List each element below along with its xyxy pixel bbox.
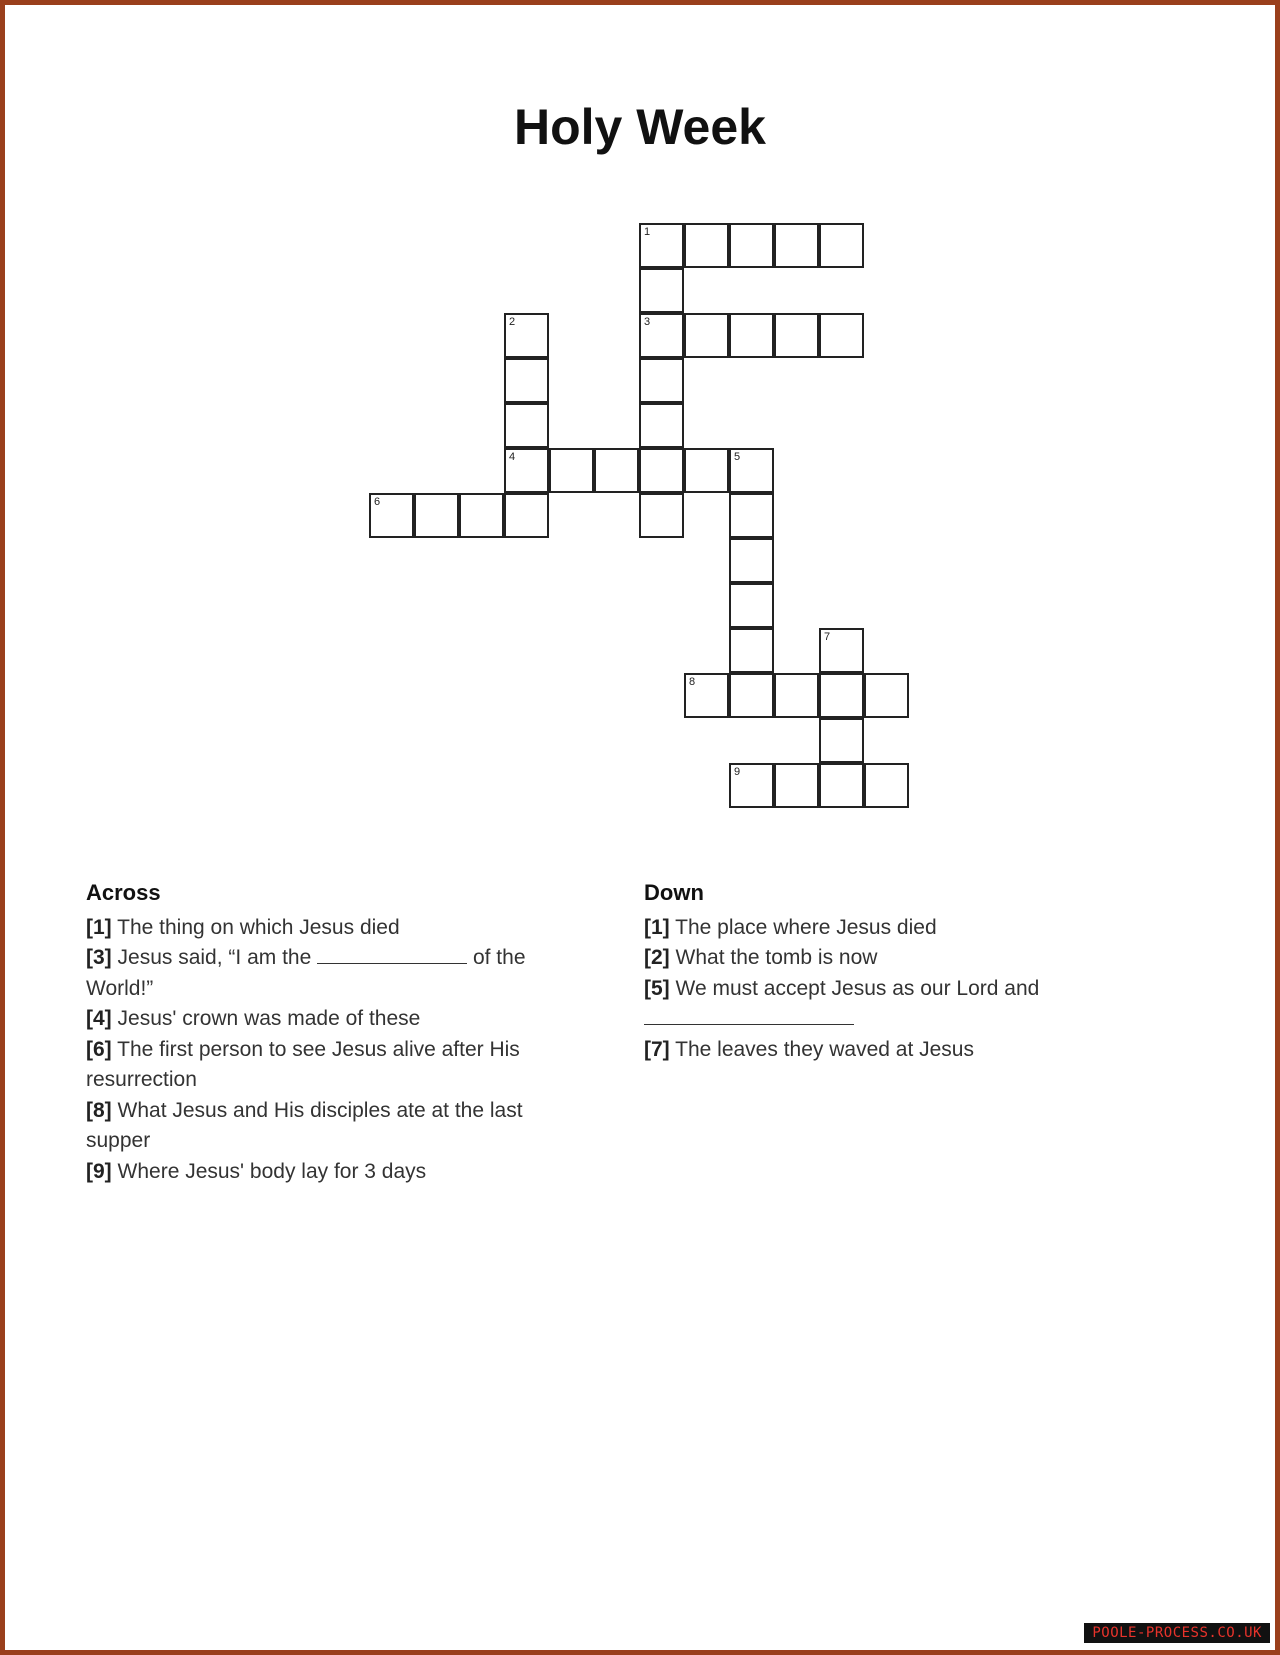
across-clue-6: [6] The first person to see Jesus alive after His resurrection: [86, 1037, 520, 1091]
grid-cell: [639, 493, 684, 538]
grid-cell: [639, 358, 684, 403]
clue-number: 1: [644, 226, 651, 238]
grid-cell: [504, 313, 549, 358]
grid-cell: [639, 313, 684, 358]
grid-cell: [639, 223, 684, 268]
grid-cell: [864, 763, 909, 808]
grid-cell: [414, 493, 459, 538]
grid-cell: [504, 358, 549, 403]
clue-number: 9: [734, 766, 741, 778]
grid-cell: [684, 313, 729, 358]
across-clue-3: [3] Jesus said, “I am the of the World!”: [86, 946, 526, 1000]
grid-cell: [774, 313, 819, 358]
grid-cell: [639, 448, 684, 493]
clue-number: 5: [734, 451, 741, 463]
grid-cell: [729, 313, 774, 358]
grid-cell: [729, 493, 774, 538]
grid-cell: [639, 403, 684, 448]
grid-cell: [729, 223, 774, 268]
down-clue-2: [2] What the tomb is now: [644, 946, 878, 969]
clue-number: 4: [509, 451, 516, 463]
down-clue-1: [1] The place where Jesus died: [644, 915, 937, 939]
clue-number: 3: [644, 316, 651, 328]
down-clue-7: [7] The leaves they waved at Jesus: [644, 1037, 974, 1061]
grid-cell: [819, 223, 864, 268]
grid-cell: [594, 448, 639, 493]
across-clue-9: [9] Where Jesus' body lay for 3 days: [86, 1159, 427, 1183]
grid-cell: [504, 493, 549, 538]
grid-cell: [504, 403, 549, 448]
grid-cell: [684, 223, 729, 268]
grid-cell: [819, 673, 864, 718]
grid-cell: [819, 628, 864, 673]
grid-cell: [729, 538, 774, 583]
grid-cell: [864, 673, 909, 718]
answer-blank: [644, 1006, 854, 1025]
clue-number: 2: [509, 316, 516, 328]
grid-cell: [639, 268, 684, 313]
grid-cell: [459, 493, 504, 538]
grid-cell: [819, 718, 864, 763]
grid-cell: [504, 448, 549, 493]
grid-cell: [729, 673, 774, 718]
down-clues: [644, 878, 1104, 1065]
across-clue-1: [1] The thing on which Jesus died: [86, 915, 400, 939]
clue-number: 8: [689, 676, 696, 688]
watermark-badge: POOLE-PROCESS.CO.UK: [1084, 1623, 1270, 1643]
grid-cell: [774, 673, 819, 718]
grid-cell: [729, 628, 774, 673]
across-heading: Across: [86, 880, 161, 905]
grid-cell: [369, 493, 414, 538]
grid-cell: [819, 763, 864, 808]
grid-cell: [729, 583, 774, 628]
down-heading: Down: [644, 880, 704, 905]
grid-cell: [684, 448, 729, 493]
clue-number: 7: [824, 631, 831, 643]
grid-cell: [729, 763, 774, 808]
across-clue-8: [8] What Jesus and His disciples ate at the last supper: [86, 1098, 523, 1152]
answer-blank: [317, 945, 467, 964]
grid-cell: [729, 448, 774, 493]
grid-cell: [774, 223, 819, 268]
puzzle-title: Holy Week: [514, 99, 766, 155]
grid-cell: [819, 313, 864, 358]
down-clue-5: [5] We must accept Jesus as our Lord and: [644, 974, 1104, 1035]
across-clue-4: [4] Jesus' crown was made of these: [86, 1007, 421, 1030]
grid-cell: [774, 763, 819, 808]
grid-cell: [549, 448, 594, 493]
clue-number: 6: [374, 496, 381, 508]
grid-cell: [684, 673, 729, 718]
across-clues: [86, 878, 586, 1187]
